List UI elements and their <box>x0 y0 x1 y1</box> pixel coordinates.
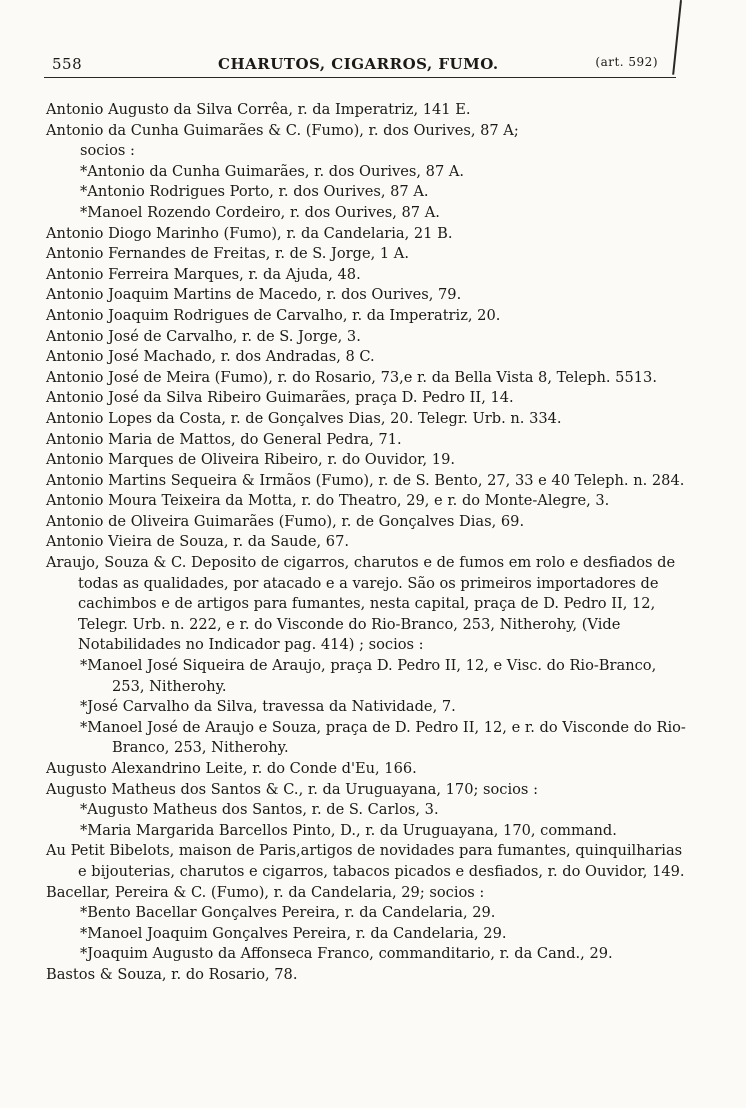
directory-entry: Antonio José Machado, r. dos Andradas, 8 C. <box>46 348 375 366</box>
directory-entry: Antonio Maria de Mattos, do General Pedra, 71. <box>46 430 402 448</box>
directory-entry: Antonio Ferreira Marques, r. da Ajuda, 48. <box>46 265 361 283</box>
partner-entry: *José Carvalho da Silva, travessa da Natividade, 7. <box>80 698 456 716</box>
directory-entry: Antonio Lopes da Costa, r. de Gonçalves Dias, 20. Telegr. Urb. n. 334. <box>46 409 562 427</box>
directory-entry: Araujo, Souza & C. Deposito de cigarros, charutos e de fumos em rolo e desfiados de todas as qualidades, por atacado e a varejo. São os primeiros importadores de cachimbos e de artigos para fumantes, nesta capital, praça de D. Pedro II, 12, Telegr. Urb. n. 222, e r. do Visconde do Rio-Branco, 253, Nitherohy, (Vide Notabilidades no Indicador pag. 414) ; socios : <box>46 554 676 654</box>
directory-entry: Bastos & Souza, r. do Rosario, 78. <box>46 965 298 983</box>
page-title: CHARUTOS, CIGARROS, FUMO. <box>218 55 499 73</box>
partner-entry: *Manoel Joaquim Gonçalves Pereira, r. da Candelaria, 29. <box>80 924 507 942</box>
directory-list <box>46 100 686 986</box>
directory-entry: Antonio Vieira de Souza, r. da Saude, 67. <box>46 533 350 551</box>
directory-entry: Antonio da Cunha Guimarães & C. (Fumo), r. dos Ourives, 87 A; <box>46 121 519 139</box>
directory-entry: Antonio Fernandes de Freitas, r. de S. Jorge, 1 A. <box>46 245 409 263</box>
partner-entry: *Maria Margarida Barcellos Pinto, D., r. da Uruguayana, 170, command. <box>80 821 617 839</box>
article-reference: (art. 592) <box>595 55 658 69</box>
partner-entry: *Manoel José Siqueira de Araujo, praça D. Pedro II, 12, e Visc. do Rio-Branco, 253, Nitherohy. <box>80 657 657 695</box>
directory-entry: Antonio de Oliveira Guimarães (Fumo), r. de Gonçalves Dias, 69. <box>46 512 525 530</box>
socios-label: socios : <box>80 142 135 160</box>
directory-entry: Antonio Martins Sequeira & Irmãos (Fumo), r. de S. Bento, 27, 33 e 40 Teleph. n. 284. <box>46 471 685 489</box>
partner-entry: *Augusto Matheus dos Santos, r. de S. Carlos, 3. <box>80 801 439 819</box>
partner-entry: *Antonio da Cunha Guimarães, r. dos Ourives, 87 A. <box>80 162 465 180</box>
page-header <box>44 55 676 78</box>
directory-entry: Antonio Diogo Marinho (Fumo), r. da Candelaria, 21 B. <box>46 224 453 242</box>
directory-entry: Antonio José de Carvalho, r. de S. Jorge, 3. <box>46 327 361 345</box>
directory-entry: Antonio José da Silva Ribeiro Guimarães, praça D. Pedro II, 14. <box>46 389 514 407</box>
partner-entry: *Joaquim Augusto da Affonseca Franco, commanditario, r. da Cand., 29. <box>80 945 613 963</box>
directory-entry: Antonio Marques de Oliveira Ribeiro, r. do Ouvidor, 19. <box>46 451 456 469</box>
directory-entry: Au Petit Bibelots, maison de Paris,artigos de novidades para fumantes, quinquilharias e bijouterias, charutos e cigarros, tabacos picados e desfiados, r. do Ouvidor, 149. <box>46 842 685 880</box>
directory-entry: Antonio Joaquim Rodrigues de Carvalho, r. da Imperatriz, 20. <box>46 306 501 324</box>
partner-entry: *Manoel Rozendo Cordeiro, r. dos Ourives, 87 A. <box>80 203 440 221</box>
directory-entry: Antonio Moura Teixeira da Motta, r. do Theatro, 29, e r. do Monte-Alegre, 3. <box>46 492 610 510</box>
directory-entry: Augusto Alexandrino Leite, r. do Conde d'Eu, 166. <box>46 760 417 777</box>
partner-entry: *Manoel José de Araujo e Souza, praça de D. Pedro II, 12, e r. do Visconde do Rio-Branco, 253, Nitherohy. <box>80 718 686 757</box>
partner-entry: *Antonio Rodrigues Porto, r. dos Ourives, 87 A. <box>80 183 429 201</box>
directory-entry: Antonio Augusto da Silva Corrêa, r. da Imperatriz, 141 E. <box>46 101 471 118</box>
partner-entry: *Bento Bacellar Gonçalves Pereira, r. da Candelaria, 29. <box>80 904 496 922</box>
directory-entry: Bacellar, Pereira & C. (Fumo), r. da Candelaria, 29; socios : <box>46 883 485 901</box>
directory-entry: Augusto Matheus dos Santos & C., r. da Uruguayana, 170; socios : <box>46 780 538 798</box>
directory-entry: Antonio José de Meira (Fumo), r. do Rosario, 73,e r. da Bella Vista 8, Teleph. 5513. <box>46 368 657 386</box>
directory-entry: Antonio Joaquim Martins de Macedo, r. dos Ourives, 79. <box>46 286 462 304</box>
page-number: 558 <box>52 55 83 73</box>
